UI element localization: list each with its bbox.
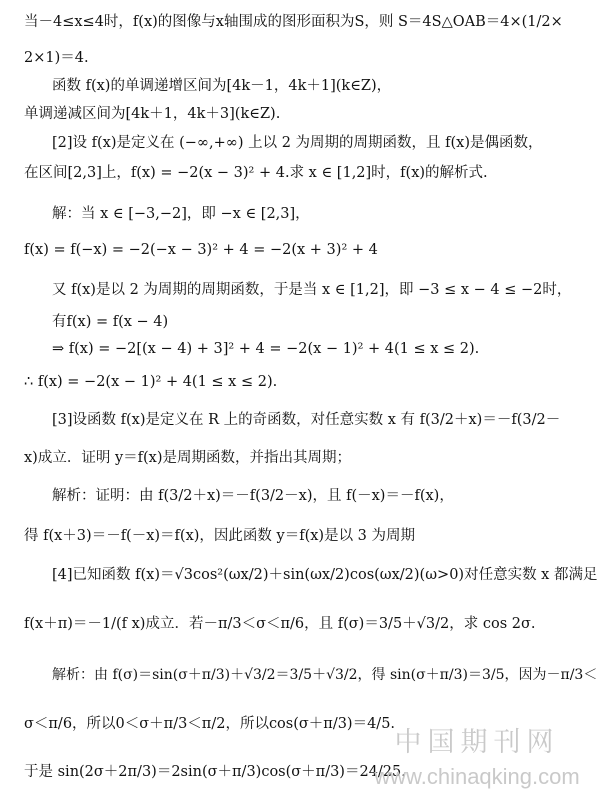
watermark-url: www.chinaqking.com [374, 764, 580, 789]
text-line: 解析：由 f(σ)＝sin(σ＋π/3)＋√3/2＝3/5＋√3/2，得 sin(σ＋π/3)＝3/5，因为－π/3＜ [52, 667, 598, 683]
text-line: f(x) = f(−x) = −2(−x − 3)² + 4 = −2(x + 3)² + 4 [24, 242, 378, 258]
text-line: x)成立．证明 y＝f(x)是周期函数，并指出其周期； [24, 450, 351, 466]
text-line: 当－4≤x≤4时，f(x)的图像与x轴围成的图形面积为S，则 S＝4S△OAB＝4×(1/2× [24, 14, 563, 30]
text-line: 又 f(x)是以 2 为周期的周期函数，于是当 x ∈ [1,2]，即 −3 ≤ x − 4 ≤ −2时， [52, 282, 572, 298]
text-line: ⇒ f(x) = −2[(x − 4) + 3]² + 4 = −2(x − 1)² + 4(1 ≤ x ≤ 2). [52, 341, 480, 357]
text-line: [2]设 f(x)是定义在 (−∞,+∞) 上以 2 为周期的周期函数，且 f(x)是偶函数， [52, 135, 543, 151]
watermark-text: 中国期刊网 [394, 727, 560, 758]
text-line: 得 f(x＋3)＝－f(－x)＝f(x)，因此函数 y＝f(x)是以 3 为周期 [24, 528, 416, 544]
text-line: 在区间[2,3]上，f(x) = −2(x − 3)² + 4.求 x ∈ [1,2]时，f(x)的解析式. [24, 165, 488, 181]
text-line: [3]设函数 f(x)是定义在 R 上的奇函数，对任意实数 x 有 f(3/2＋x)＝－f(3/2－ [52, 412, 561, 428]
text-line: 单调递减区间为[4k＋1，4k＋3](k∈Z). [24, 106, 281, 122]
text-line: 有f(x) = f(x − 4) [52, 314, 169, 330]
text-line: σ＜π/6，所以0＜σ＋π/3＜π/2，所以cos(σ＋π/3)＝4/5. [24, 716, 396, 732]
text-line: 2×1)＝4. [24, 50, 89, 66]
text-line: 函数 f(x)的单调递增区间为[4k－1，4k＋1](k∈Z)， [52, 78, 392, 94]
text-line: 于是 sin(2σ＋2π/3)＝2sin(σ＋π/3)cos(σ＋π/3)＝24/25， [24, 764, 416, 780]
text-line: 解：当 x ∈ [−3,−2]，即 −x ∈ [2,3]， [52, 206, 310, 222]
text-line: ∴ f(x) = −2(x − 1)² + 4(1 ≤ x ≤ 2). [24, 374, 278, 390]
text-line: f(x＋π)＝－1/(f x)成立．若－π/3＜σ＜π/6，且 f(σ)＝3/5＋√3/2，求 cos 2σ. [24, 616, 536, 632]
text-line: 解析：证明：由 f(3/2＋x)＝－f(3/2－x)，且 f(－x)＝－f(x)， [52, 488, 454, 504]
text-line: [4]已知函数 f(x)＝√3cos²(ωx/2)＋sin(ωx/2)cos(ωx/2)(ω>0)对任意实数 x 都满足 [52, 567, 598, 583]
